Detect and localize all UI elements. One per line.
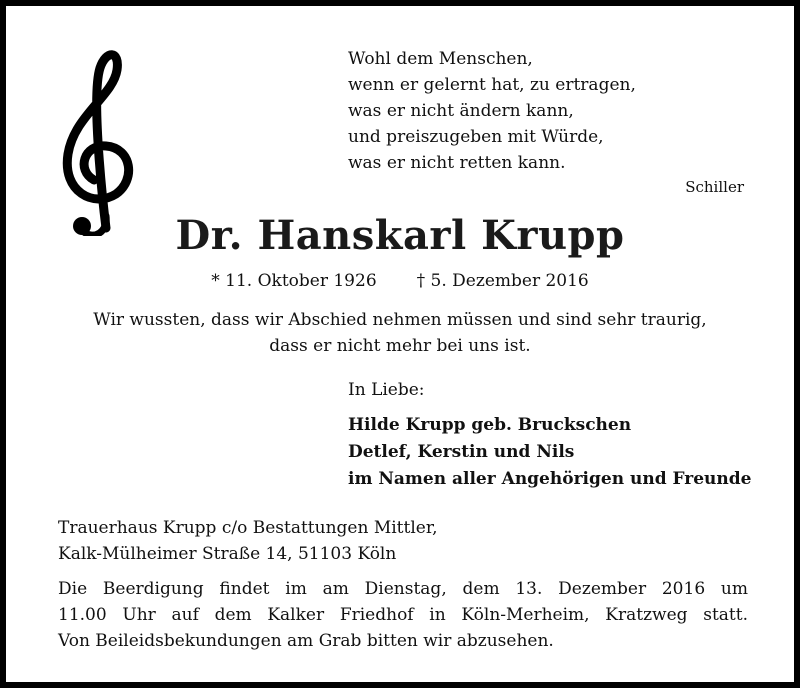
birth-date: * 11. Oktober 1926 <box>211 271 377 291</box>
mourners-list <box>348 412 751 493</box>
address-line: Kalk-Mülheimer Straße 14, 51103 Köln <box>58 544 397 564</box>
funeral-line: Von Beileidsbekundungen am Grab bitten wir abzusehen. <box>58 631 554 651</box>
address-line: Trauerhaus Krupp c/o Bestattungen Mittler, <box>58 518 438 538</box>
funeral-details <box>58 576 748 654</box>
mourner-name: Hilde Krupp geb. Bruckschen <box>348 415 632 435</box>
funeral-line: Die Beerdigung findet im am Dienstag, dem 13. Dezember 2016 um <box>58 579 748 599</box>
message-line: dass er nicht mehr bei uns ist. <box>269 336 531 356</box>
life-dates <box>6 271 794 291</box>
poem-line: was er nicht retten kann. <box>348 153 566 173</box>
poem-quote <box>348 46 636 176</box>
mourner-name: im Namen aller Angehörigen und Freunde <box>348 469 752 489</box>
poem-line: wenn er gelernt hat, zu ertragen, <box>348 75 636 95</box>
death-date: † 5. Dezember 2016 <box>416 271 589 291</box>
mourners-intro: In Liebe: <box>348 380 425 400</box>
funeral-line: 11.00 Uhr auf dem Kalker Friedhof in Köln-Merheim, Kratzweg statt. <box>58 605 748 625</box>
mourner-name: Detlef, Kerstin und Nils <box>348 442 575 462</box>
mourning-message <box>46 307 754 359</box>
poem-line: Wohl dem Menschen, <box>348 49 533 69</box>
poem-line: was er nicht ändern kann, <box>348 101 574 121</box>
mourning-house-address <box>58 515 438 567</box>
poem-line: und preiszugeben mit Würde, <box>348 127 604 147</box>
poem-author: Schiller <box>685 178 744 196</box>
deceased-name: Dr. Hanskarl Krupp <box>175 212 625 259</box>
treble-clef-icon <box>54 46 144 236</box>
message-line: Wir wussten, dass wir Abschied nehmen müssen und sind sehr traurig, <box>93 310 707 330</box>
